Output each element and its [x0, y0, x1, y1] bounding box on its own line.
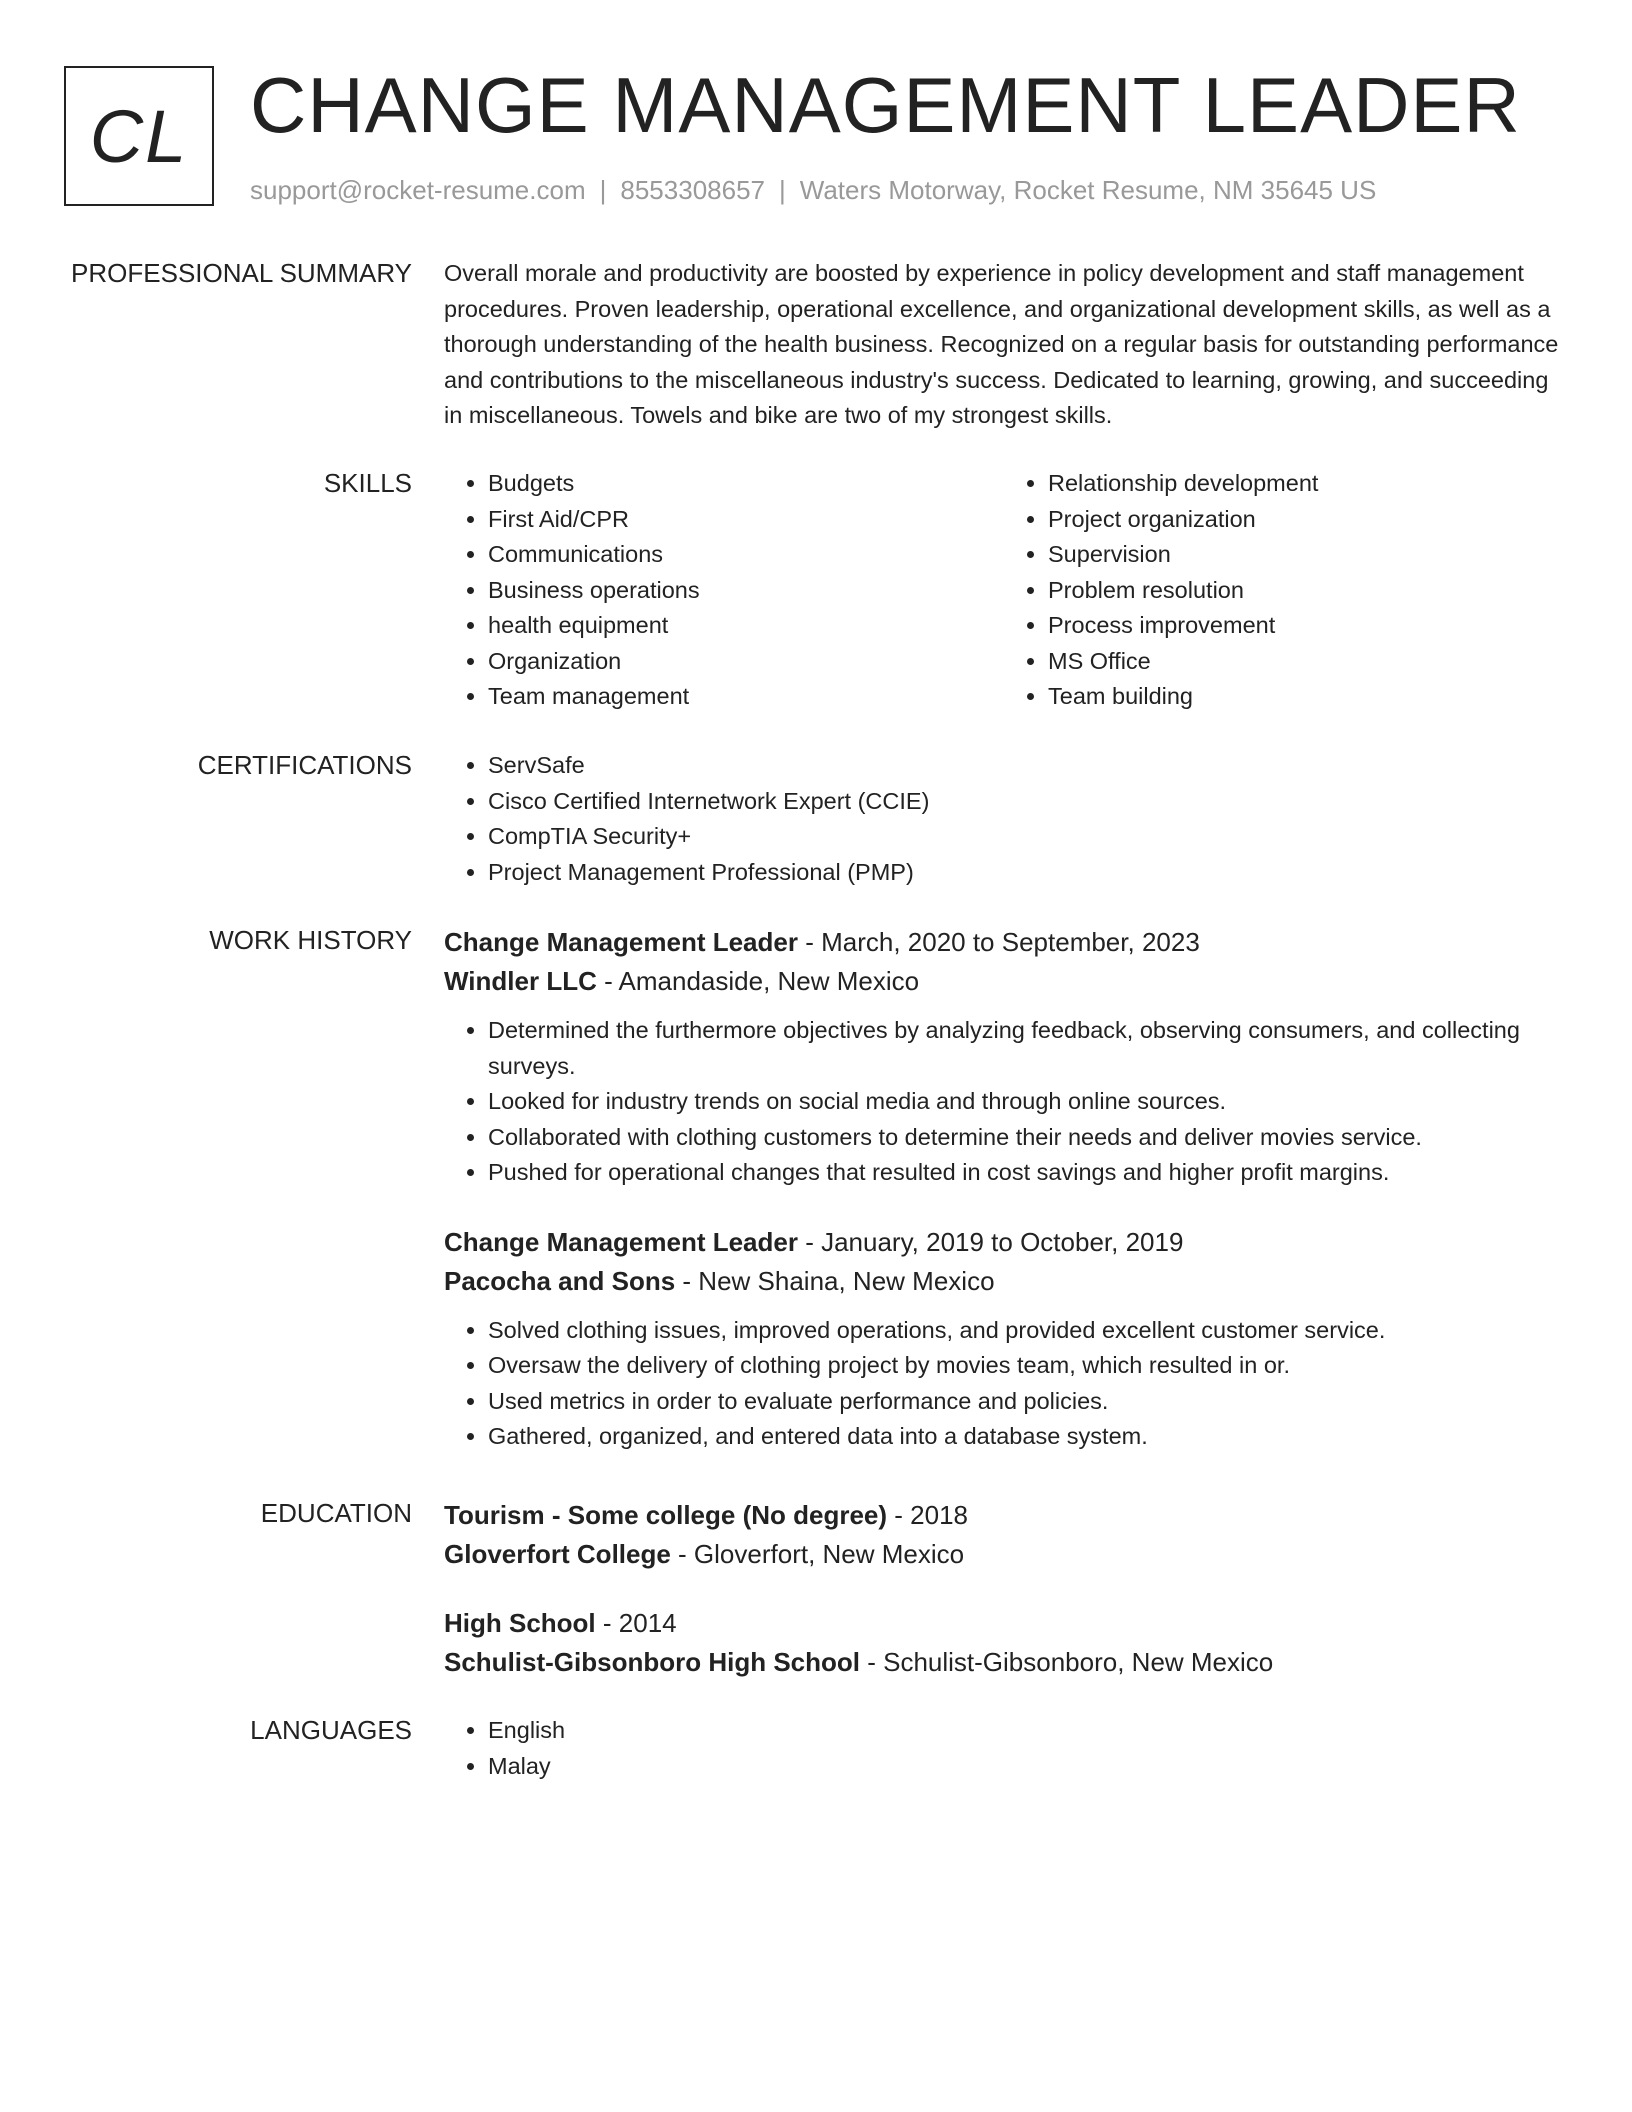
contact-separator: | [779, 175, 786, 205]
job-bullets [444, 1013, 1564, 1191]
certifications-list [444, 748, 1564, 890]
skills-list-right [1004, 466, 1564, 715]
education-degree: High School [444, 1608, 596, 1638]
skill-item: • Team building [1048, 679, 1564, 715]
section-label-certifications: CERTIFICATIONS [197, 750, 412, 780]
skill-item: • Budgets [488, 466, 1004, 502]
education-year: - 2014 [595, 1608, 677, 1638]
skill-item: • Team management [488, 679, 1004, 715]
education-body [444, 1496, 1564, 1682]
certification-item: • Project Management Professional (PMP) [488, 855, 1564, 891]
resume-header [64, 61, 1568, 211]
contact-line [250, 175, 1376, 206]
skill-item: • MS Office [1048, 644, 1564, 680]
education-school: Gloverfort College [444, 1539, 671, 1569]
job-entry [444, 923, 1564, 1191]
job-bullet: • Used metrics in order to evaluate performance and policies. [488, 1384, 1564, 1420]
contact-phone: 8553308657 [620, 175, 765, 205]
job-bullet: • Looked for industry trends on social media and through online sources. [488, 1084, 1564, 1120]
job-title: Change Management Leader [444, 927, 798, 957]
section-label-skills: SKILLS [323, 468, 412, 498]
job-bullet: • Determined the furthermore objectives by analyzing feedback, observing consumers, and collecting surveys. [488, 1013, 1564, 1084]
job-company: Pacocha and Sons [444, 1265, 676, 1296]
languages-list [444, 1713, 1564, 1784]
job-title-line [444, 923, 1564, 962]
contact-email: support@rocket-resume.com [250, 175, 586, 205]
language-item: • Malay [488, 1749, 1564, 1785]
job-company-line [444, 1262, 1564, 1301]
job-bullet: • Pushed for operational changes that resulted in cost savings and higher profit margins. [488, 1155, 1564, 1191]
section-label-education: EDUCATION [260, 1498, 412, 1528]
education-year: - 2018 [887, 1500, 968, 1530]
summary-body [444, 256, 1564, 434]
initials-monogram: CL [64, 66, 214, 206]
contact-separator: | [599, 175, 607, 205]
skill-item: • Business operations [488, 573, 1004, 609]
languages-body [444, 1713, 1564, 1784]
education-degree: Tourism - Some college (No degree) [444, 1500, 888, 1530]
job-bullet: • Oversaw the delivery of clothing project by movies team, which resulted in or. [488, 1348, 1564, 1384]
resume-title: CHANGE MANAGEMENT LEADER [250, 61, 1521, 149]
contact-address: Waters Motorway, Rocket Resume, NM 35645 US [799, 175, 1377, 205]
job-bullets [444, 1313, 1564, 1455]
section-label-summary: PROFESSIONAL SUMMARY [71, 258, 412, 288]
job-dates: - January, 2019 to October, 2019 [797, 1226, 1184, 1257]
certification-item: • ServSafe [488, 748, 1564, 784]
job-entry [444, 1223, 1564, 1455]
language-item: • English [488, 1713, 1564, 1749]
education-location: - Gloverfort, New Mexico [670, 1539, 965, 1569]
job-bullet: • Solved clothing issues, improved operations, and provided excellent customer service. [488, 1313, 1564, 1349]
skill-item: • health equipment [488, 608, 1004, 644]
summary-text: Overall morale and productivity are boosted by experience in policy development and staff management procedures. Proven leadership, operational excellence, and organizational development skills, as well as a thorough understanding of the health business. Recognized on a regular basis for outstanding performance and contributions to the miscellaneous industry's success. Dedicated to learning, growing, and succeeding in miscellaneous. Towels and bike are two of my strongest skills. [444, 260, 1559, 428]
skill-item: • Project organization [1048, 502, 1564, 538]
job-dates: - March, 2020 to September, 2023 [797, 927, 1200, 957]
job-company: Windler LLC [444, 966, 597, 996]
job-location: - Amandaside, New Mexico [596, 966, 920, 996]
education-entry [444, 1496, 1564, 1574]
skills-body [444, 466, 1564, 715]
education-degree-line [444, 1496, 1564, 1535]
skill-item: • Problem resolution [1048, 573, 1564, 609]
job-bullet: • Gathered, organized, and entered data into a database system. [488, 1419, 1564, 1455]
education-school-line [444, 1643, 1564, 1682]
skill-item: • First Aid/CPR [488, 502, 1004, 538]
skill-item: • Organization [488, 644, 1004, 680]
job-bullet: • Collaborated with clothing customers to determine their needs and deliver movies service. [488, 1120, 1564, 1156]
education-school-line [444, 1535, 1564, 1574]
skill-item: • Process improvement [1048, 608, 1564, 644]
education-degree-line [444, 1604, 1564, 1643]
skill-item: • Communications [488, 537, 1004, 573]
education-entry [444, 1604, 1564, 1682]
work-history-body [444, 923, 1564, 1455]
section-label-languages: LANGUAGES [250, 1715, 412, 1745]
education-location: - Schulist-Gibsonboro, New Mexico [860, 1647, 1274, 1677]
skills-list-left [444, 466, 1004, 715]
job-title: Change Management Leader [444, 1226, 798, 1257]
certifications-body [444, 748, 1564, 890]
certification-item: • Cisco Certified Internetwork Expert (CCIE) [488, 784, 1564, 820]
section-label-work-history: WORK HISTORY [209, 925, 412, 955]
education-school: Schulist-Gibsonboro High School [444, 1647, 860, 1677]
job-company-line [444, 962, 1564, 1001]
certification-item: • CompTIA Security+ [488, 819, 1564, 855]
skill-item: • Relationship development [1048, 466, 1564, 502]
skill-item: • Supervision [1048, 537, 1564, 573]
job-location: - New Shaina, New Mexico [675, 1265, 995, 1296]
job-title-line [444, 1223, 1564, 1262]
